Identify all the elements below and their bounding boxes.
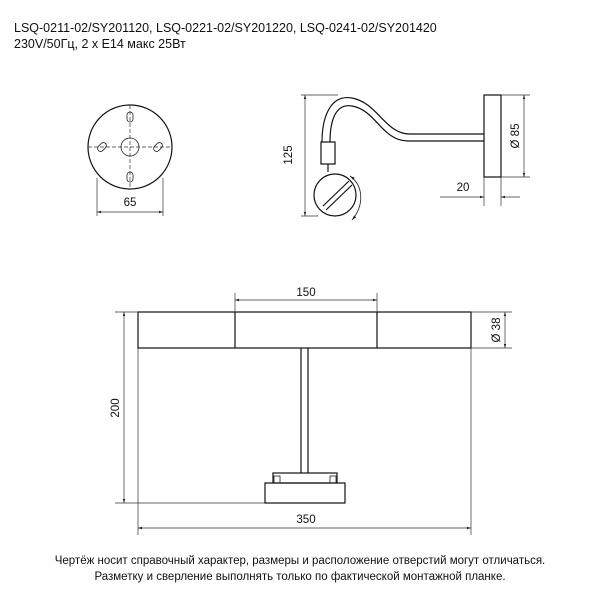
- base-screw: [330, 476, 336, 483]
- model-list: LSQ-0211-02/SY201120, LSQ-0221-02/SY201220, LSQ-0241-02/SY201420: [14, 21, 437, 35]
- arm-inner: [330, 106, 484, 142]
- mounting-plate-view: [88, 105, 172, 216]
- wall-base: [484, 95, 501, 177]
- lamp-shade: [138, 312, 471, 348]
- front-view: [110, 287, 512, 535]
- dim-base-diameter: Ø 85: [510, 123, 522, 149]
- arm-joint: [321, 142, 335, 164]
- dim-total-height: 200: [110, 398, 122, 418]
- arm-outer: [322, 98, 484, 142]
- footer-note: [0, 553, 600, 585]
- lamp-base: [265, 483, 345, 503]
- dim-total-width: 350: [296, 514, 316, 526]
- dim-arm-height: 125: [283, 145, 295, 165]
- dim-shade-segment: 150: [296, 287, 316, 299]
- electrical-specs: 230V/50Гц, 2 x E14 макс 25Вт: [14, 37, 186, 51]
- dim-shade-diameter: Ø 38: [491, 317, 503, 343]
- base-screw: [274, 476, 280, 483]
- dim-base-depth: 20: [456, 182, 470, 194]
- side-view: [283, 95, 530, 220]
- footer-line-1: Чертёж носит справочный характер, размеры и расположение отверстий могут отличаться.: [54, 555, 546, 567]
- dim-plate-width: 65: [123, 197, 137, 209]
- footer-line-2: Разметку и сверление выполнять только по фактической монтажной планке.: [94, 571, 506, 583]
